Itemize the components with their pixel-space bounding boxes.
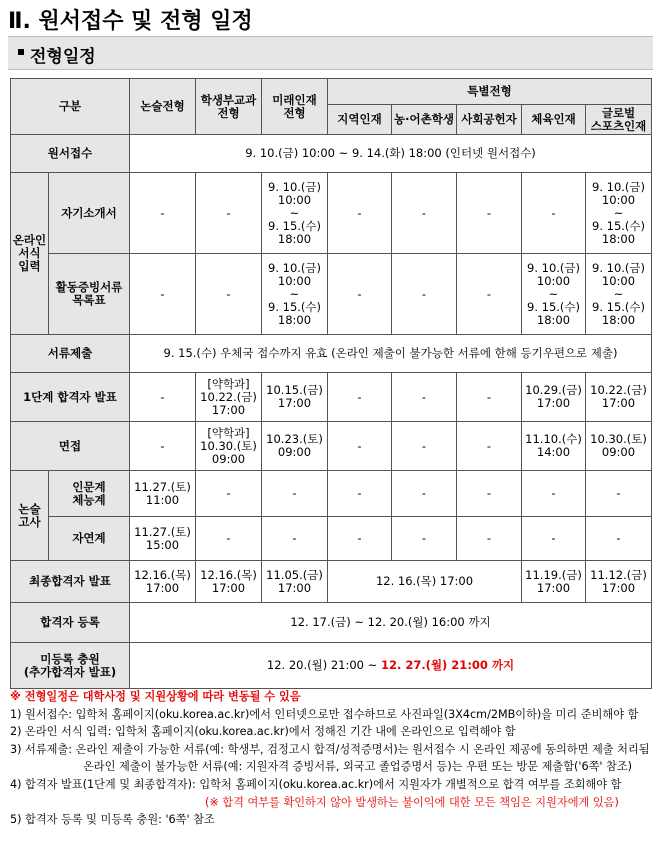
row-label-stage1: 1단계 합격자 발표 — [11, 373, 130, 422]
row-group-online: 온라인 서식 입력 — [11, 173, 49, 335]
header-sahoe: 사회공헌자 — [457, 105, 522, 135]
science-global: - — [586, 517, 652, 561]
row-label-documents: 서류제출 — [11, 335, 130, 373]
self-intro-nongeo: - — [392, 173, 457, 254]
humanities-sahoe: - — [457, 471, 522, 517]
science-sahoe: - — [457, 517, 522, 561]
final-global: 11.12.(금) 17:00 — [586, 561, 652, 603]
row-label-additional: 미등록 충원 (추가합격자 발표) — [11, 643, 130, 689]
self-intro-nonsul: - — [130, 173, 196, 254]
note-5: 5) 합격자 등록 및 미등록 충원: '6쪽' 참조 — [10, 813, 215, 827]
note-3a: 3) 서류제출: 온라인 제출이 가능한 서류(예: 학생부, 검정고시 합격/성적증명서)는 원서접수 시 온라인 제공에 동의하면 제출 처리됨 — [10, 742, 650, 756]
header-nongeo: 농·어촌학생 — [392, 105, 457, 135]
header-cheyuk: 체육인재 — [522, 105, 586, 135]
interview-hakbu: [약학과] 10.30.(토) 09:00 — [196, 422, 262, 471]
self-intro-hakbu: - — [196, 173, 262, 254]
self-intro-mirae: 9. 10.(금) 10:00 ~ 9. 15.(수) 18:00 — [262, 173, 328, 254]
activity-nongeo: - — [392, 254, 457, 335]
header-mirae: 미래인재 전형 — [262, 79, 328, 135]
header-special: 특별전형 — [328, 79, 652, 105]
row-label-interview: 면접 — [11, 422, 130, 471]
page-title: Ⅱ. 원서접수 및 전형 일정 — [8, 9, 253, 34]
additional-value — [130, 643, 652, 689]
note-star: ※ 전형일정은 대학사정 및 지원상황에 따라 변동될 수 있음 — [10, 690, 301, 703]
humanities-jiyeok: - — [328, 471, 392, 517]
humanities-nonsul: 11.27.(토) 11:00 — [130, 471, 196, 517]
final-hakbu: 12.16.(목) 17:00 — [196, 561, 262, 603]
note-2: 2) 온라인 서식 입력: 입학처 홈페이지(oku.korea.ac.kr)에서 정해진 기간 내에 온라인으로 입력해야 함 — [10, 725, 516, 739]
row-label-register: 합격자 등록 — [11, 603, 130, 643]
wonseo-value: 9. 10.(금) 10:00 ~ 9. 14.(화) 18:00 (인터넷 원서접수) — [130, 135, 652, 173]
note-1: 1) 원서접수: 입학처 홈페이지(oku.korea.ac.kr)에서 인터넷으로만 접수하므로 사진파일(3X4cm/2MB이하)을 미리 준비해야 함 — [10, 707, 639, 721]
row-label-activity: 활동증빙서류 목록표 — [49, 254, 130, 335]
row-label-wonseo: 원서접수 — [11, 135, 130, 173]
final-mirae: 11.05.(금) 17:00 — [262, 561, 328, 603]
final-cheyuk: 11.19.(금) 17:00 — [522, 561, 586, 603]
header-global: 글로벌 스포츠인재 — [586, 105, 652, 135]
note-4a: 4) 합격자 발표(1단계 및 최종합격자): 입학처 홈페이지(oku.korea.ac.kr)에서 지원자가 개별적으로 합격 여부를 조회해야 함 — [10, 777, 622, 791]
interview-jiyeok: - — [328, 422, 392, 471]
science-cheyuk: - — [522, 517, 586, 561]
stage1-cheyuk: 10.29.(금) 17:00 — [522, 373, 586, 422]
section-header — [8, 36, 653, 70]
additional-value-end: 12. 27.(월) 21:00 까지 — [380, 658, 515, 672]
humanities-mirae: - — [262, 471, 328, 517]
self-intro-cheyuk: - — [522, 173, 586, 254]
stage1-nongeo: - — [392, 373, 457, 422]
row-label-self-intro: 자기소개서 — [49, 173, 130, 254]
science-nongeo: - — [392, 517, 457, 561]
stage1-hakbu: [약학과] 10.22.(금) 17:00 — [196, 373, 262, 422]
stage1-nonsul: - — [130, 373, 196, 422]
header-nonsul: 논술전형 — [130, 79, 196, 135]
stage1-mirae: 10.15.(금) 17:00 — [262, 373, 328, 422]
activity-mirae: 9. 10.(금) 10:00 ~ 9. 15.(수) 18:00 — [262, 254, 328, 335]
activity-jiyeok: - — [328, 254, 392, 335]
activity-nonsul: - — [130, 254, 196, 335]
stage1-sahoe: - — [457, 373, 522, 422]
interview-nonsul: - — [130, 422, 196, 471]
interview-nongeo: - — [392, 422, 457, 471]
interview-cheyuk: 11.10.(수) 14:00 — [522, 422, 586, 471]
row-label-science: 자연계 — [49, 517, 130, 561]
section-title: 전형일정 — [30, 47, 96, 67]
note-3b: 온라인 제출이 불가능한 서류(예: 지원자격 증빙서류, 외국고 졸업증명서 등)는 우편 또는 방문 제출함('6쪽' 참조) — [83, 760, 632, 774]
stage1-global: 10.22.(금) 17:00 — [586, 373, 652, 422]
row-label-humanities: 인문계 체능계 — [49, 471, 130, 517]
self-intro-global: 9. 10.(금) 10:00 ~ 9. 15.(수) 18:00 — [586, 173, 652, 254]
schedule-table — [10, 78, 652, 689]
science-mirae: - — [262, 517, 328, 561]
self-intro-jiyeok: - — [328, 173, 392, 254]
row-group-essay: 논술 고사 — [11, 471, 49, 561]
final-special-merged: 12. 16.(목) 17:00 — [328, 561, 522, 603]
science-jiyeok: - — [328, 517, 392, 561]
note-4b: (※ 합격 여부를 확인하지 않아 발생하는 불이익에 대한 모든 책임은 지원자에게 있음) — [205, 795, 619, 809]
bullet-square-icon — [18, 49, 24, 55]
activity-cheyuk: 9. 10.(금) 10:00 ~ 9. 15.(수) 18:00 — [522, 254, 586, 335]
self-intro-sahoe: - — [457, 173, 522, 254]
humanities-cheyuk: - — [522, 471, 586, 517]
activity-global: 9. 10.(금) 10:00 ~ 9. 15.(수) 18:00 — [586, 254, 652, 335]
documents-value: 9. 15.(수) 우체국 접수까지 유효 (온라인 제출이 불가능한 서류에 한해 등기우편으로 제출) — [130, 335, 652, 373]
header-gubun: 구분 — [11, 79, 130, 135]
row-label-final: 최종합격자 발표 — [11, 561, 130, 603]
science-hakbu: - — [196, 517, 262, 561]
interview-mirae: 10.23.(토) 09:00 — [262, 422, 328, 471]
science-nonsul: 11.27.(토) 15:00 — [130, 517, 196, 561]
interview-global: 10.30.(토) 09:00 — [586, 422, 652, 471]
humanities-nongeo: - — [392, 471, 457, 517]
humanities-global: - — [586, 471, 652, 517]
activity-sahoe: - — [457, 254, 522, 335]
interview-sahoe: - — [457, 422, 522, 471]
humanities-hakbu: - — [196, 471, 262, 517]
header-jiyeok: 지역인재 — [328, 105, 392, 135]
register-value: 12. 17.(금) ~ 12. 20.(월) 16:00 까지 — [130, 603, 652, 643]
header-hakbu: 학생부교과 전형 — [196, 79, 262, 135]
notes — [10, 688, 655, 829]
activity-hakbu: - — [196, 254, 262, 335]
stage1-jiyeok: - — [328, 373, 392, 422]
final-nonsul: 12.16.(목) 17:00 — [130, 561, 196, 603]
additional-value-start: 12. 20.(월) 21:00 ~ — [266, 658, 381, 672]
